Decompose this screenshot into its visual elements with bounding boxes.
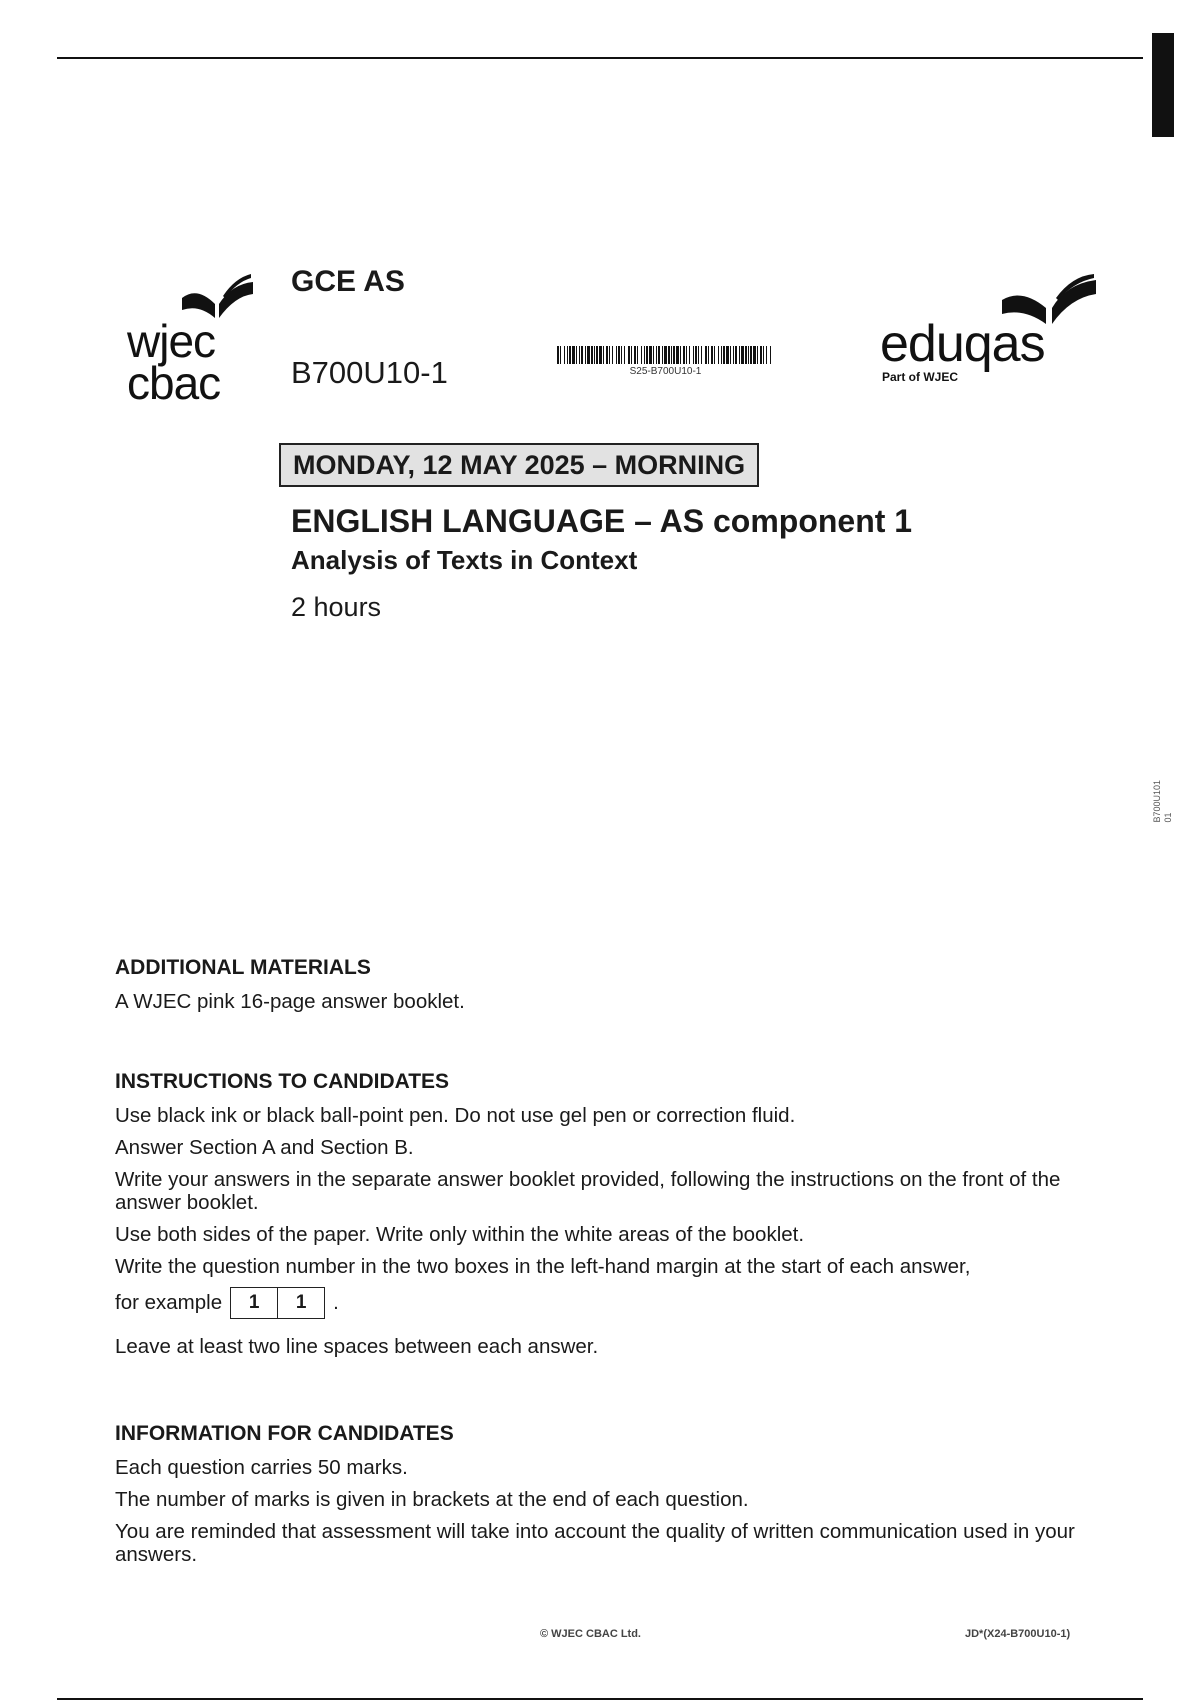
barcode-bar: [723, 346, 725, 364]
book-icon: [177, 274, 257, 319]
barcode-bar: [664, 346, 667, 364]
barcode-bar: [695, 346, 697, 364]
barcode-bar: [564, 346, 565, 364]
barcode-bar: [572, 346, 575, 364]
barcode-bar: [624, 346, 625, 364]
barcode-bar: [693, 346, 694, 364]
barcode-bar: [680, 346, 681, 364]
eduqas-text: eduqas: [880, 315, 1045, 373]
barcode-bar: [748, 346, 749, 364]
instructions-section: [115, 1070, 1095, 1367]
information-line: Each question carries 50 marks.: [115, 1456, 408, 1479]
job-code: JD*(X24-B700U10-1): [965, 1628, 1071, 1640]
barcode-bar: [689, 346, 690, 364]
cbac-text: cbac: [127, 357, 221, 409]
barcode-bar: [741, 346, 744, 364]
barcode-bar: [603, 346, 604, 364]
barcode-bar: [708, 346, 709, 364]
eduqas-logo: [880, 274, 1100, 384]
barcode-bar: [634, 346, 636, 364]
barcode-bar: [701, 346, 702, 364]
barcode-bar: [585, 346, 586, 364]
barcode-bar: [606, 346, 608, 364]
top-rule: [57, 57, 1143, 59]
barcode-bar: [637, 346, 638, 364]
side-code-line2: 01: [1163, 812, 1173, 823]
barcode-bar: [760, 346, 762, 364]
barcode-bar: [671, 346, 672, 364]
eduqas-subtext: Part of WJEC: [882, 370, 959, 384]
instructions-heading: INSTRUCTIONS TO CANDIDATES: [115, 1070, 450, 1093]
barcode-bar: [557, 346, 559, 364]
barcode-bar: [745, 346, 747, 364]
instruction-line: Write the question number in the two boxes in the left-hand margin at the start of each answer,: [115, 1255, 971, 1278]
barcode-bar: [673, 346, 675, 364]
information-line: The number of marks is given in brackets at the end of each question.: [115, 1488, 749, 1511]
instruction-line: Use both sides of the paper. Write only within the white areas of the booklet.: [115, 1223, 805, 1246]
instruction-line: Use black ink or black ball-point pen. Do not use gel pen or correction fluid.: [115, 1104, 796, 1127]
example-boxes: [230, 1287, 325, 1319]
barcode-bar: [587, 346, 590, 364]
example-end: .: [333, 1291, 339, 1314]
barcode-bar: [581, 346, 583, 364]
barcode-bar: [628, 346, 630, 364]
barcode-label: S25-B700U10-1: [629, 366, 702, 377]
barcode-bar: [686, 346, 687, 364]
barcode-bar: [567, 346, 568, 364]
copyright: © WJEC CBAC Ltd.: [540, 1628, 641, 1640]
barcode-bar: [569, 346, 571, 364]
wjec-text: wjec: [127, 315, 216, 367]
material-line: A WJEC pink 16-page answer booklet.: [115, 990, 465, 1013]
qualification-title: GCE AS: [291, 265, 405, 298]
barcode-bar: [631, 346, 632, 364]
barcode-bar: [599, 346, 602, 364]
barcode-bar: [616, 346, 617, 364]
barcode-bar: [757, 346, 758, 364]
barcode-bar: [763, 346, 764, 364]
barcode-bar: [658, 346, 660, 364]
paper-code: B700U10-1: [291, 355, 448, 390]
barcode-bar: [646, 346, 648, 364]
instruction-line: Leave at least two line spaces between each answer.: [115, 1335, 599, 1358]
barcode-bar: [726, 346, 729, 364]
barcode: [557, 346, 774, 366]
exam-duration: 2 hours: [291, 592, 382, 622]
barcode-bar: [596, 346, 598, 364]
barcode-bar: [698, 346, 699, 364]
information-heading: INFORMATION FOR CANDIDATES: [115, 1422, 454, 1445]
barcode-bar: [594, 346, 595, 364]
barcode-bar: [662, 346, 663, 364]
side-marker: [1152, 33, 1174, 137]
barcode-bar: [649, 346, 652, 364]
barcode-bar: [711, 346, 713, 364]
barcode-bar: [770, 346, 771, 364]
barcode-bar: [739, 346, 740, 364]
information-line: You are reminded that assessment will take into account the quality of written communication used in your answers.: [115, 1520, 1075, 1566]
barcode-bar: [766, 346, 767, 364]
barcode-bar: [612, 346, 613, 364]
wjec-cbac-logo: [125, 274, 255, 409]
barcode-bar: [560, 346, 561, 364]
subject-title: ENGLISH LANGUAGE – AS component 1: [291, 503, 913, 539]
example-label: for example: [115, 1291, 223, 1314]
instruction-line: Answer Section A and Section B.: [115, 1136, 414, 1159]
additional-materials-section: [115, 956, 1095, 1022]
barcode-bar: [591, 346, 593, 364]
information-section: [115, 1422, 1095, 1575]
example-row: [115, 1287, 1095, 1319]
barcode-bar: [644, 346, 645, 364]
barcode-bar: [750, 346, 752, 364]
subject-subtitle: Analysis of Texts in Context: [291, 545, 638, 575]
side-code-line1: B700U101: [1152, 780, 1162, 823]
barcode-bar: [718, 346, 719, 364]
barcode-bar: [653, 346, 654, 364]
barcode-bar: [753, 346, 756, 364]
barcode-bar: [733, 346, 734, 364]
barcode-bar: [721, 346, 722, 364]
barcode-bar: [705, 346, 707, 364]
barcode-bar: [609, 346, 610, 364]
barcode-bar: [714, 346, 715, 364]
barcode-bar: [576, 346, 577, 364]
barcode-bar: [683, 346, 685, 364]
barcode-bar: [735, 346, 737, 364]
barcode-bar: [668, 346, 670, 364]
example-digit: 1: [248, 1292, 260, 1313]
barcode-bar: [621, 346, 622, 364]
side-code: [1152, 780, 1174, 823]
example-digit: 1: [277, 1288, 324, 1318]
additional-materials-heading: ADDITIONAL MATERIALS: [115, 956, 371, 979]
barcode-bar: [618, 346, 620, 364]
barcode-bar: [641, 346, 642, 364]
barcode-bar: [579, 346, 580, 364]
barcode-bar: [676, 346, 679, 364]
barcode-bar: [656, 346, 657, 364]
instruction-line: Write your answers in the separate answer booklet provided, following the instructions on the front of the answer booklet.: [115, 1168, 1061, 1214]
exam-date-box: MONDAY, 12 MAY 2025 – MORNING: [279, 443, 759, 487]
barcode-bar: [730, 346, 731, 364]
